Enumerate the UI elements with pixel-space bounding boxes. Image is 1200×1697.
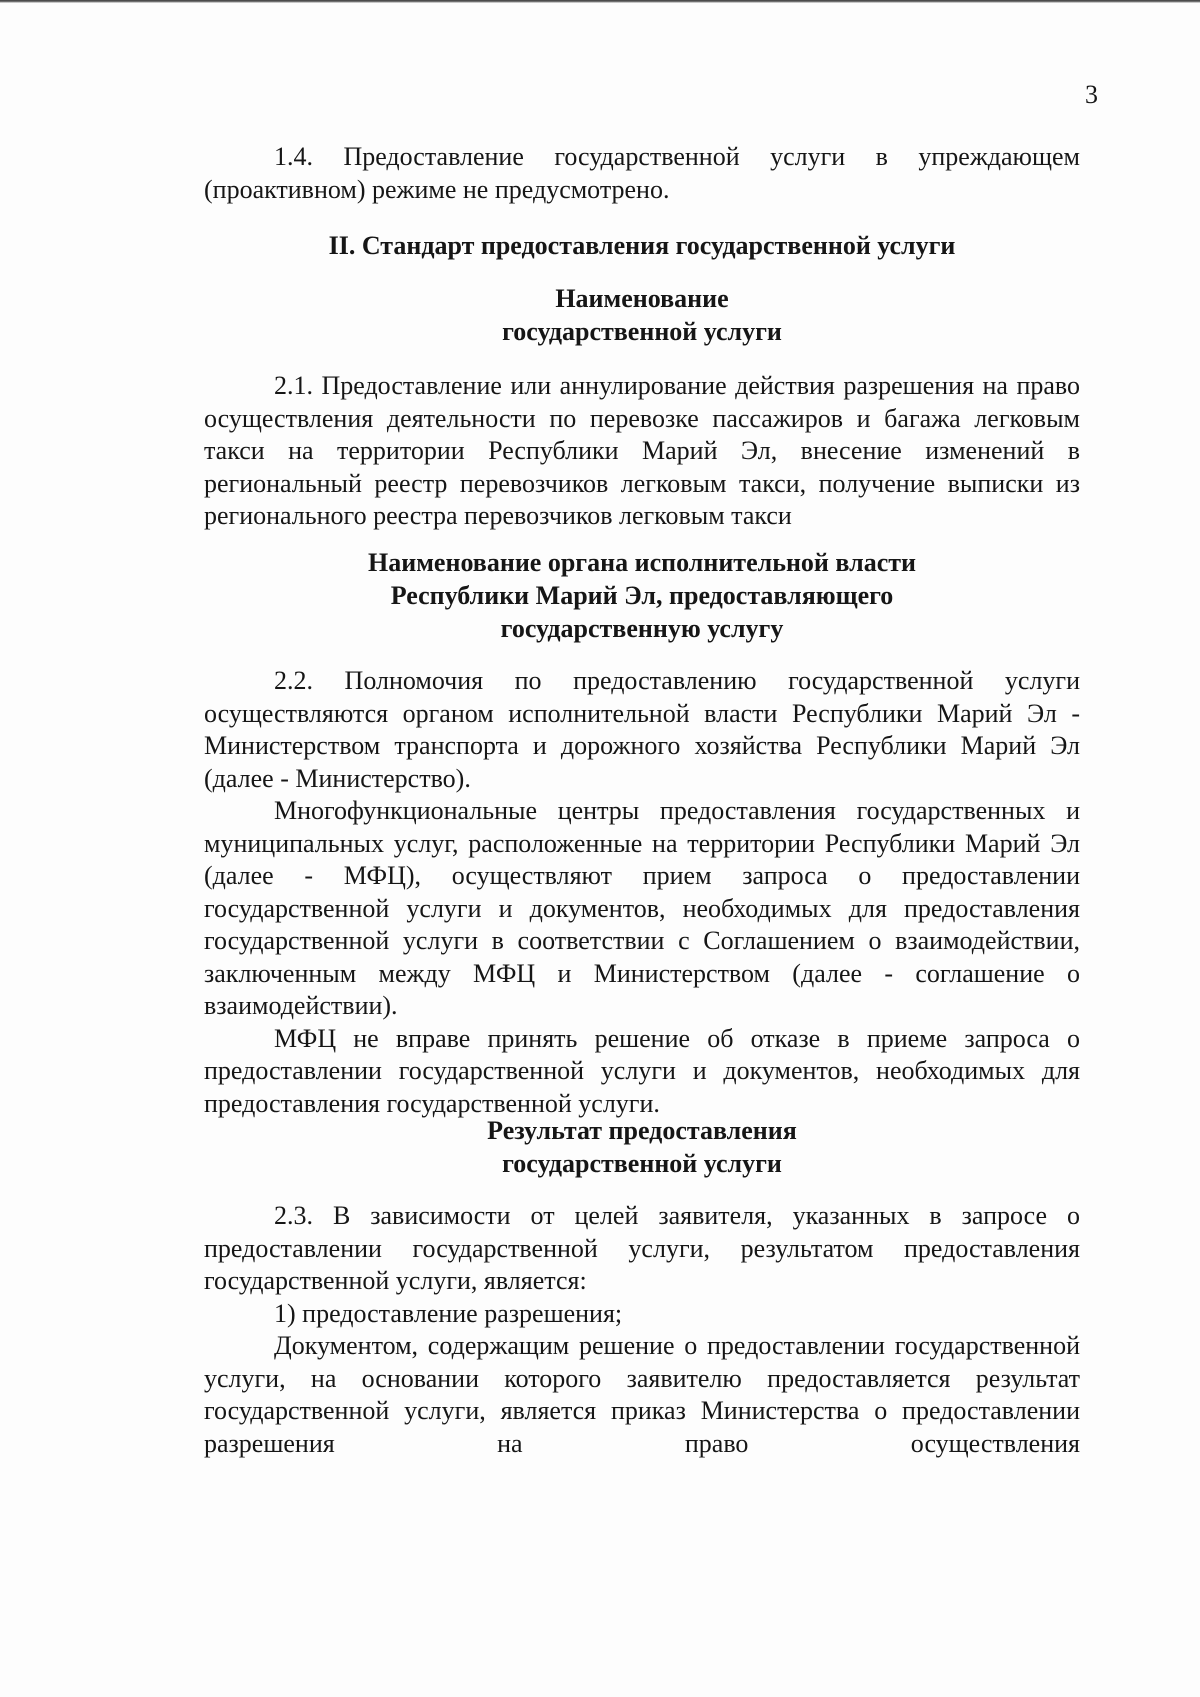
section-1-4 — [204, 141, 1080, 206]
paragraph-2-1: 2.1. Предоставление или аннулирование действия разрешения на право осуществления деятельности по перевозке пассажиров и багажа легковым такси на территории Республики Марий Эл, внесение изменений в региональный реестр перевозчиков легковым такси, получение выписки из регионального реестра перевозчиков легковым такси — [204, 371, 1080, 530]
heading-authority — [204, 546, 1080, 645]
section-2-2 — [204, 665, 1080, 1120]
heading-service-name-text — [204, 282, 1080, 348]
paragraph-mfc-centers: Многофункциональные центры предоставления государственных и муниципальных услуг, расположенные на территории Республики Марий Эл (далее - МФЦ), осуществляют прием запроса о предоставлении государственной услуги и документов, необходимых для предоставления государственной услуги в соответствии с Соглашением о взаимодействии, заключенным между МФЦ и Министерством (далее - соглашение о взаимодействии). — [204, 796, 1080, 1020]
paragraph-2-3: 2.3. В зависимости от целей заявителя, указанных в запросе о предоставлении государственной услуги, результатом предоставления государственной услуги, является: — [204, 1201, 1080, 1295]
heading-line: Наименование органа исполнительной власти — [368, 548, 916, 577]
heading-line: Республики Марий Эл, предоставляющего — [390, 581, 894, 610]
scan-edge-line — [0, 0, 1200, 3]
heading-result — [204, 1114, 1080, 1180]
heading-line: Результат предоставления — [487, 1116, 797, 1145]
page-number: 3 — [1085, 80, 1098, 109]
heading-line: государственной услуги — [502, 1149, 782, 1178]
paragraph-1-4: 1.4. Предоставление государственной услуги в упреждающем (проактивном) режиме не предусмотрено. — [204, 142, 1080, 204]
paragraph-document: Документом, содержащим решение о предоставлении государственной услуги, на основании которого заявителю предоставляется результат государственной услуги, является приказ Министерства о предоставлении разрешения на право осуществления — [204, 1331, 1080, 1458]
section-2-title-block — [204, 229, 1080, 262]
heading-line: государственную услугу — [500, 614, 784, 643]
heading-line: Наименование — [555, 284, 729, 313]
heading-result-text — [204, 1114, 1080, 1180]
heading-line: государственной услуги — [502, 317, 782, 346]
section-title: II. Стандарт предоставления государственной услуги — [328, 231, 956, 260]
paragraph-2-2: 2.2. Полномочия по предоставлению государственной услуги осуществляются органом исполнительной власти Республики Марий Эл - Министерством транспорта и дорожного хозяйства Республики Марий Эл (далее - Министерство). — [204, 666, 1080, 793]
section-2-3 — [204, 1200, 1080, 1460]
heading-service-name — [204, 282, 1080, 348]
section-2-1 — [204, 370, 1080, 533]
heading-authority-text — [204, 546, 1080, 645]
paragraph-item-1: 1) предоставление разрешения; — [274, 1298, 623, 1328]
paragraph-mfc-refusal: МФЦ не вправе принять решение об отказе в приеме запроса о предоставлении государственной услуги и документов, необходимых для предоставления государственной услуги. — [204, 1023, 1080, 1118]
